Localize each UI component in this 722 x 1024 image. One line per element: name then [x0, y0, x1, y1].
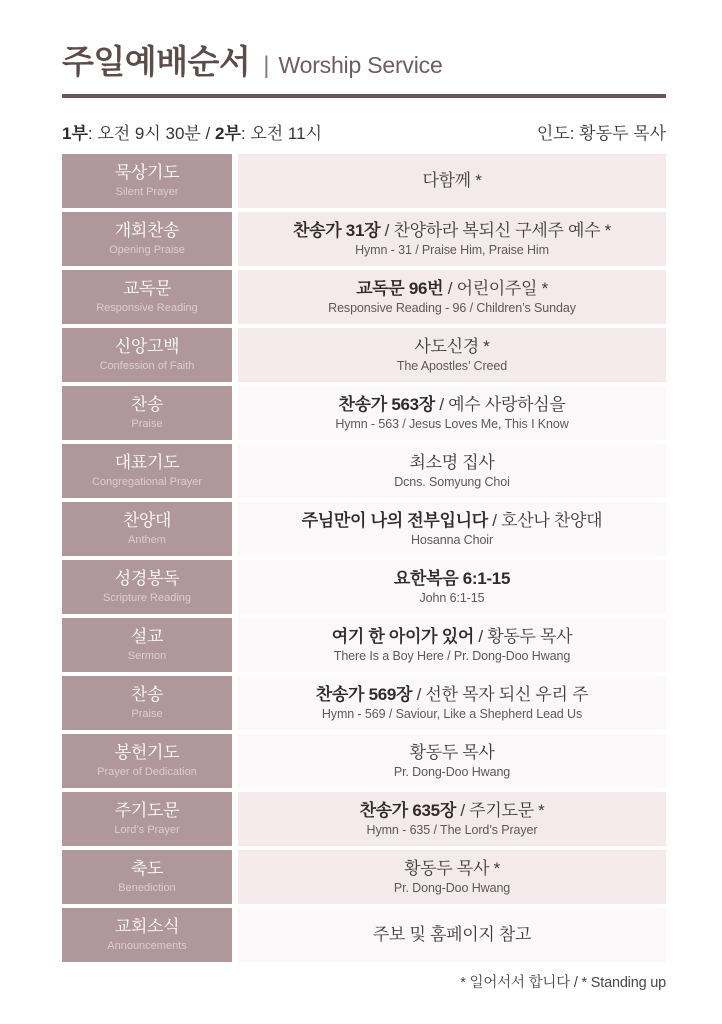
service-item-name-english: Anthem [128, 533, 166, 546]
service-item-main-text [394, 568, 510, 589]
service-item-content-cell [238, 560, 666, 614]
service-item-main-text [339, 394, 566, 415]
service-item-content-cell [238, 444, 666, 498]
title-line [62, 36, 666, 83]
service-row [62, 676, 666, 730]
service-row [62, 792, 666, 846]
service-item-sub-text: There Is a Boy Here / Pr. Dong-Doo Hwang [333, 649, 571, 664]
service-item-content-cell [238, 908, 666, 962]
service-item-name-korean: 성경봉독 [114, 569, 180, 589]
service-item-label-cell [62, 908, 232, 962]
service-item-name-english: Praise [131, 417, 163, 430]
service-item-name-korean: 설교 [130, 627, 164, 647]
service-item-name-korean: 봉헌기도 [114, 743, 180, 763]
service-item-main-bold: 요한복음 6:1-15 [393, 568, 511, 588]
service-row [62, 444, 666, 498]
service-item-label-cell [62, 386, 232, 440]
service-item-main-rest: / 선한 목자 되신 우리 주 [412, 684, 589, 704]
service-item-name-korean: 주기도문 [114, 801, 180, 821]
service-item-label-cell [62, 560, 232, 614]
service-item-main-bold: 주님만이 나의 전부입니다 [301, 510, 488, 530]
service-item-main-rest: 최소명 집사 [409, 452, 495, 472]
service-item-label-cell [62, 154, 232, 208]
service-item-sub-text: Hymn - 569 / Saviour, Like a Shepherd Lead Us [321, 707, 583, 722]
page-title-korean: 주일예배순서 [62, 43, 251, 80]
service-item-main-rest: 황동두 목사 * [404, 858, 500, 878]
service-item-label-cell [62, 618, 232, 672]
service-item-name-korean: 교회소식 [114, 917, 180, 937]
service-item-name-english: Scripture Reading [102, 591, 192, 604]
service-item-sub-text: Pr. Dong-Doo Hwang [393, 881, 511, 896]
service-item-sub-text: Pr. Dong-Doo Hwang [393, 765, 511, 780]
service-item-sub-text: Dcns. Somyung Choi [394, 475, 510, 490]
service-item-name-korean: 신앙고백 [114, 337, 180, 357]
service-item-label-cell [62, 850, 232, 904]
service-item-sub-text: The Apostles’ Creed [396, 359, 508, 374]
service-item-name-english: Confession of Faith [99, 359, 195, 372]
service-item-main-bold: 여기 한 아이가 있어 [331, 626, 474, 646]
service-item-main-bold: 찬송가 31장 [293, 220, 381, 240]
service-item-main-rest: 다함께 * [422, 171, 482, 191]
service-item-label-cell [62, 212, 232, 266]
service-row [62, 386, 666, 440]
service-item-sub-text: Hymn - 635 / The Lord’s Prayer [366, 823, 538, 838]
service-item-name-english: Silent Prayer [115, 185, 179, 198]
service-item-label-cell [62, 792, 232, 846]
service-item-main-rest: / 예수 사랑하심을 [434, 394, 566, 414]
service-item-main-text [356, 278, 548, 299]
service-item-name-english: Lord’s Prayer [114, 823, 180, 836]
service-item-main-rest: / 황동두 목사 [473, 626, 573, 646]
service-item-label-cell [62, 328, 232, 382]
service-row [62, 734, 666, 788]
service-item-main-text [414, 336, 489, 357]
service-row [62, 560, 666, 614]
service-item-main-rest: / 호산나 찬양대 [487, 510, 603, 530]
service-item-name-korean: 축도 [130, 859, 164, 879]
service-item-main-rest: / 찬양하라 복되신 구세주 예수 * [380, 220, 611, 240]
service-order-table [62, 154, 666, 962]
header-divider-rule [62, 94, 666, 98]
service-item-content-cell [238, 328, 666, 382]
service-item-content-cell [238, 792, 666, 846]
service-item-sub-text: Hymn - 31 / Praise Him, Praise Him [355, 243, 549, 258]
service-part2-label: 2부 [215, 124, 241, 143]
service-item-main-text [293, 220, 611, 241]
service-leader: 인도: 황동두 목사 [536, 124, 666, 143]
service-item-name-english: Responsive Reading [96, 301, 198, 314]
service-item-main-bold: 교독문 96번 [356, 278, 444, 298]
service-item-main-text [409, 452, 494, 473]
service-item-main-text [409, 742, 494, 763]
service-item-content-cell [238, 734, 666, 788]
service-item-label-cell [62, 676, 232, 730]
service-item-main-text [302, 510, 603, 531]
service-item-main-bold: 찬송가 563장 [338, 394, 435, 414]
service-item-name-korean: 찬송 [130, 395, 164, 415]
service-item-name-korean: 찬양대 [122, 511, 172, 531]
service-item-name-korean: 묵상기도 [114, 163, 180, 183]
service-item-name-korean: 찬송 [130, 685, 164, 705]
service-item-name-english: Praise [131, 707, 163, 720]
service-times [62, 119, 322, 144]
service-row [62, 270, 666, 324]
service-item-content-cell [238, 676, 666, 730]
service-item-content-cell [238, 618, 666, 672]
service-row [62, 154, 666, 208]
service-info-row [62, 119, 666, 144]
service-item-main-rest: / 어린이주일 * [443, 278, 548, 298]
service-item-name-english: Opening Praise [109, 243, 185, 256]
service-item-main-text [404, 858, 500, 879]
service-part2-time: : 오전 11시 [240, 124, 322, 143]
service-item-name-english: Benediction [118, 881, 176, 894]
service-item-label-cell [62, 734, 232, 788]
service-item-main-bold: 찬송가 635장 [359, 800, 456, 820]
service-row [62, 502, 666, 556]
service-item-label-cell [62, 502, 232, 556]
service-item-content-cell [238, 270, 666, 324]
service-item-name-english: Sermon [127, 649, 167, 662]
service-item-content-cell [238, 850, 666, 904]
standing-footnote: * 일어서서 합니다 / * Standing up [460, 975, 666, 991]
service-item-label-cell [62, 444, 232, 498]
service-item-sub-text: John 6:1-15 [419, 591, 485, 606]
service-row [62, 618, 666, 672]
service-row [62, 850, 666, 904]
service-row [62, 328, 666, 382]
service-item-content-cell [238, 502, 666, 556]
service-item-name-english: Announcements [107, 939, 187, 952]
service-item-content-cell [238, 386, 666, 440]
service-item-content-cell [238, 212, 666, 266]
service-item-sub-text: Hymn - 563 / Jesus Loves Me, This I Know [335, 417, 569, 432]
title-separator: | [263, 52, 270, 79]
service-row [62, 908, 666, 962]
service-part1-time: : 오전 9시 30분 / [87, 124, 216, 143]
service-item-main-text [360, 800, 545, 821]
service-item-sub-text: Hosanna Choir [410, 533, 494, 548]
service-item-main-text [316, 684, 588, 705]
service-item-main-rest: 황동두 목사 [409, 742, 495, 762]
service-item-content-cell [238, 154, 666, 208]
page-title-english: Worship Service [278, 52, 443, 78]
service-item-name-korean: 교독문 [122, 279, 172, 299]
service-item-main-bold: 찬송가 569장 [315, 684, 413, 704]
service-item-name-english: Prayer of Dedication [97, 765, 197, 778]
service-item-name-korean: 대표기도 [114, 453, 180, 473]
service-item-main-text [332, 626, 573, 647]
service-item-name-english: Congregational Prayer [91, 475, 203, 488]
service-item-main-rest: / 주기도문 * [455, 800, 545, 820]
service-item-sub-text: Responsive Reading - 96 / Children’s Sunday [328, 301, 576, 316]
service-item-main-text [422, 170, 481, 191]
service-item-main-rest: 주보 및 홈페이지 참고 [372, 925, 532, 945]
service-item-main-rest: 사도신경 * [414, 336, 490, 356]
service-part1-label: 1부 [62, 124, 88, 143]
service-item-main-text [373, 924, 531, 945]
service-item-label-cell [62, 270, 232, 324]
header [62, 36, 666, 98]
service-item-name-korean: 개회찬송 [114, 221, 180, 241]
service-row [62, 212, 666, 266]
